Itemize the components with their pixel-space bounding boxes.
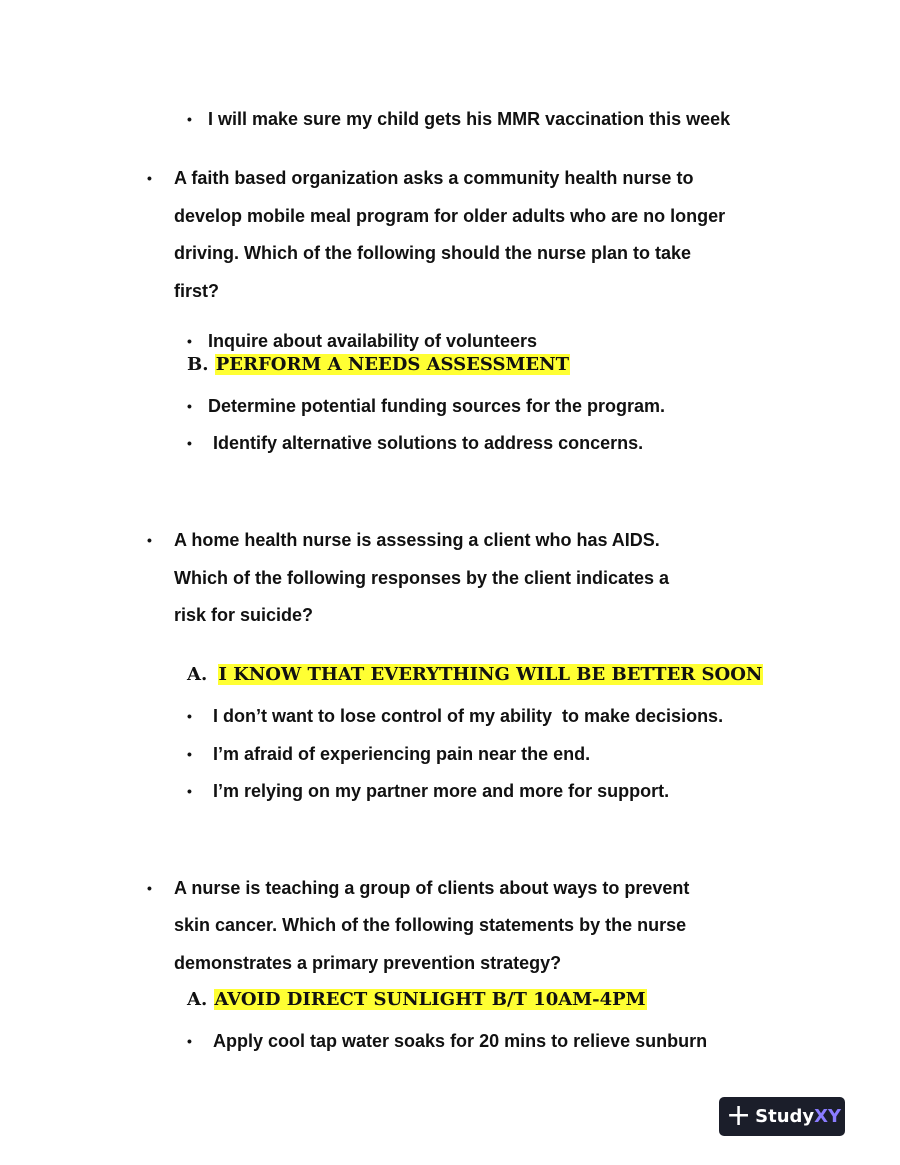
bullet-icon: • xyxy=(187,435,192,451)
q2-option-4: I’m relying on my partner more and more for support. xyxy=(213,781,670,801)
answer-letter: A. xyxy=(187,989,208,1010)
q2-answer xyxy=(187,664,763,686)
answer-highlight: PERFORM A NEEDS ASSESSMENT xyxy=(215,354,569,375)
q1-option-4: Identify alternative solutions to address concerns. xyxy=(213,433,644,453)
q3-stem-line: skin cancer. Which of the following statements by the nurse xyxy=(174,915,687,935)
q3-answer xyxy=(187,989,647,1011)
q3-stem-line: demonstrates a primary prevention strategy? xyxy=(174,953,562,973)
q1-stem-line: first? xyxy=(174,281,219,301)
bullet-icon: • xyxy=(147,170,152,186)
q2-option-2: I don’t want to lose control of my ability to make decisions. xyxy=(213,706,724,726)
q2-option-3: I’m afraid of experiencing pain near the end. xyxy=(213,744,591,764)
q1-answer xyxy=(187,354,570,376)
bullet-icon: • xyxy=(187,398,192,414)
q3-stem-line: A nurse is teaching a group of clients about ways to prevent xyxy=(174,878,690,898)
q1-option-3: Determine potential funding sources for the program. xyxy=(208,396,666,416)
answer-highlight: AVOID DIRECT SUNLIGHT B/T 10AM-4PM xyxy=(214,989,646,1010)
q2-stem-line: Which of the following responses by the client indicates a xyxy=(174,568,670,588)
plus-icon: + xyxy=(726,1097,752,1133)
bullet-icon: • xyxy=(147,532,152,548)
q1-stem-line: A faith based organization asks a community health nurse to xyxy=(174,168,694,188)
answer-highlight: I KNOW THAT EVERYTHING WILL BE BETTER SOON xyxy=(218,664,763,685)
bullet-icon: • xyxy=(147,880,152,896)
bullet-icon: • xyxy=(187,746,192,762)
q0-option: I will make sure my child gets his MMR vaccination this week xyxy=(208,109,731,129)
q1-stem-line: develop mobile meal program for older adults who are no longer xyxy=(174,206,726,226)
bullet-icon: • xyxy=(187,708,192,724)
q2-stem-line: risk for suicide? xyxy=(174,605,314,625)
logo-wordmark: StudyXY xyxy=(755,1106,842,1127)
q2-stem-line: A home health nurse is assessing a client who has AIDS. xyxy=(174,530,660,550)
bullet-icon: • xyxy=(187,783,192,799)
studyxy-logo[interactable] xyxy=(719,1097,845,1136)
answer-letter: B. xyxy=(187,354,209,375)
answer-letter: A. xyxy=(187,664,208,685)
q3-option-2: Apply cool tap water soaks for 20 mins to relieve sunburn xyxy=(213,1031,708,1051)
bullet-icon: • xyxy=(187,1033,192,1049)
q1-option-1: Inquire about availability of volunteers xyxy=(208,331,538,351)
q1-stem-line: driving. Which of the following should the nurse plan to take xyxy=(174,243,691,263)
bullet-icon: • xyxy=(187,111,192,127)
bullet-icon: • xyxy=(187,333,192,349)
